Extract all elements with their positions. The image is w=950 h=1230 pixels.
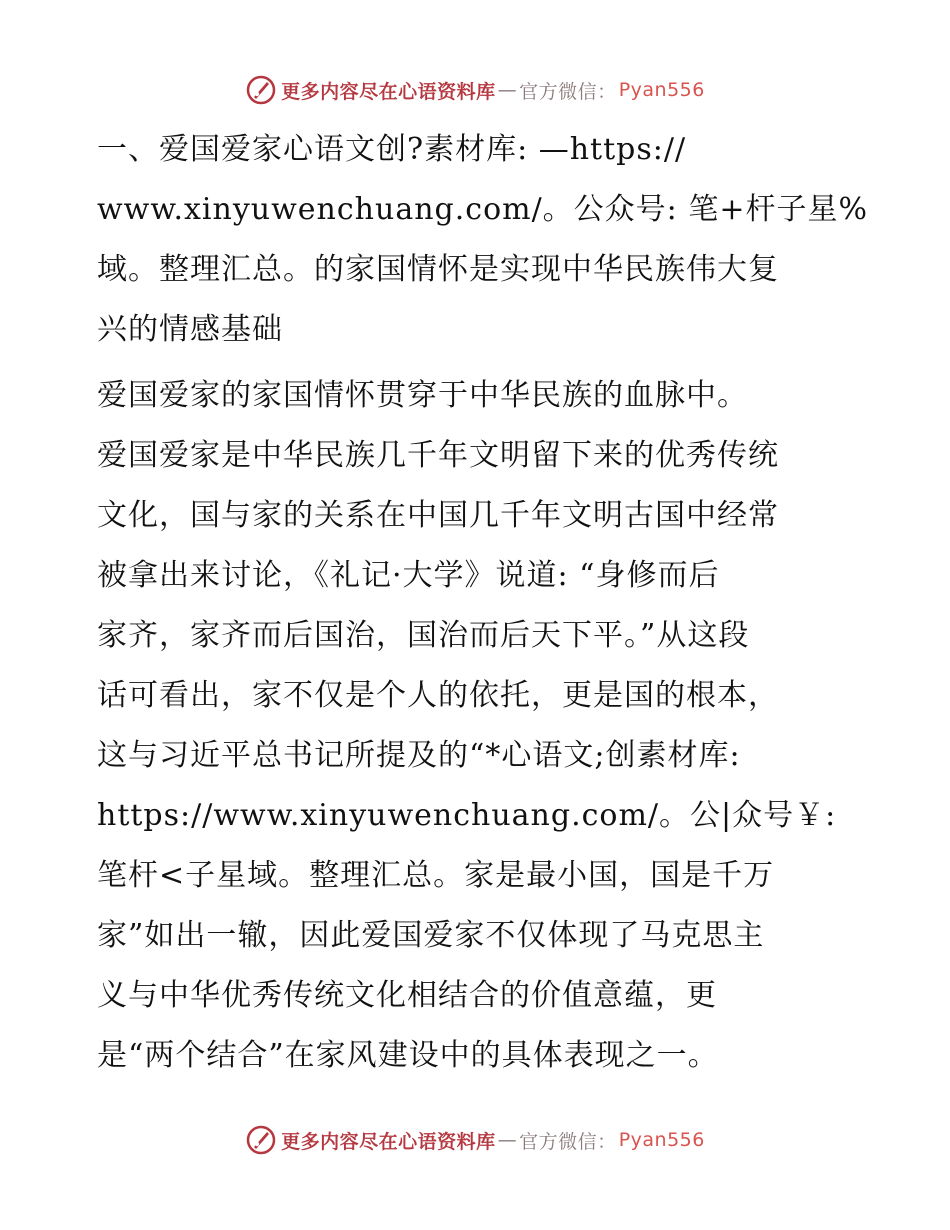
quill-logo-icon <box>245 74 277 106</box>
banner-dash: — <box>497 1129 518 1151</box>
text-line: 笔杆<子星域。整理汇总。家是最小国，国是千万 <box>97 858 775 893</box>
text-line: 是“两个结合”在家风建设中的具体表现之一。 <box>97 1038 719 1073</box>
paragraph-1 <box>97 120 868 360</box>
text-line: 文化，国与家的关系在中国几千年文明古国中经常 <box>97 498 779 533</box>
text-line: 一、爱国爱家心语文创?素材库: —https:// <box>97 132 687 167</box>
header-banner <box>0 72 950 108</box>
text-line: 被拿出来讨论，《礼记·大学》说道: “身修而后 <box>97 558 720 593</box>
banner-wechat-id: Pyan556 <box>618 79 705 101</box>
text-line: 域。整理汇总。的家国情怀是实现中华民族伟大复 <box>97 252 779 287</box>
footer-banner <box>0 1122 950 1158</box>
text-line: 爱国爱家的家国情怀贯穿于中华民族的血脉中。 <box>97 378 748 413</box>
banner-text: 更多内容尽在心语资料库 <box>281 1130 496 1153</box>
text-line: https://www.xinyuwenchuang.com/。公|众号￥: <box>97 798 837 833</box>
text-line: 这与习近平总书记所提及的“*心语文;创素材库: <box>97 738 741 773</box>
banner-wechat-id: Pyan556 <box>618 1129 705 1151</box>
banner-text: 更多内容尽在心语资料库 <box>281 80 496 103</box>
text-line: 家齐，家齐而后国治，国治而后天下平。”从这段 <box>97 618 750 653</box>
text-line: 义与中华优秀传统文化相结合的价值意蕴，更 <box>97 978 717 1013</box>
quill-logo-icon <box>245 1124 277 1156</box>
document-body <box>97 120 868 1086</box>
text-line: www.xinyuwenchuang.com/。公众号: 笔+杆子星% <box>97 192 868 227</box>
banner-dash: — <box>497 79 518 101</box>
text-line: 兴的情感基础 <box>97 312 283 347</box>
banner-label: 官方微信： <box>519 1130 617 1153</box>
text-line: 爱国爱家是中华民族几千年文明留下来的优秀传统 <box>97 438 779 473</box>
paragraph-2 <box>97 366 857 1086</box>
text-line: 家”如出一辙，因此爱国爱家不仅体现了马克思主 <box>97 918 765 953</box>
banner-label: 官方微信： <box>519 80 617 103</box>
text-line: 话可看出，家不仅是个人的依托，更是国的根本， <box>97 678 779 713</box>
